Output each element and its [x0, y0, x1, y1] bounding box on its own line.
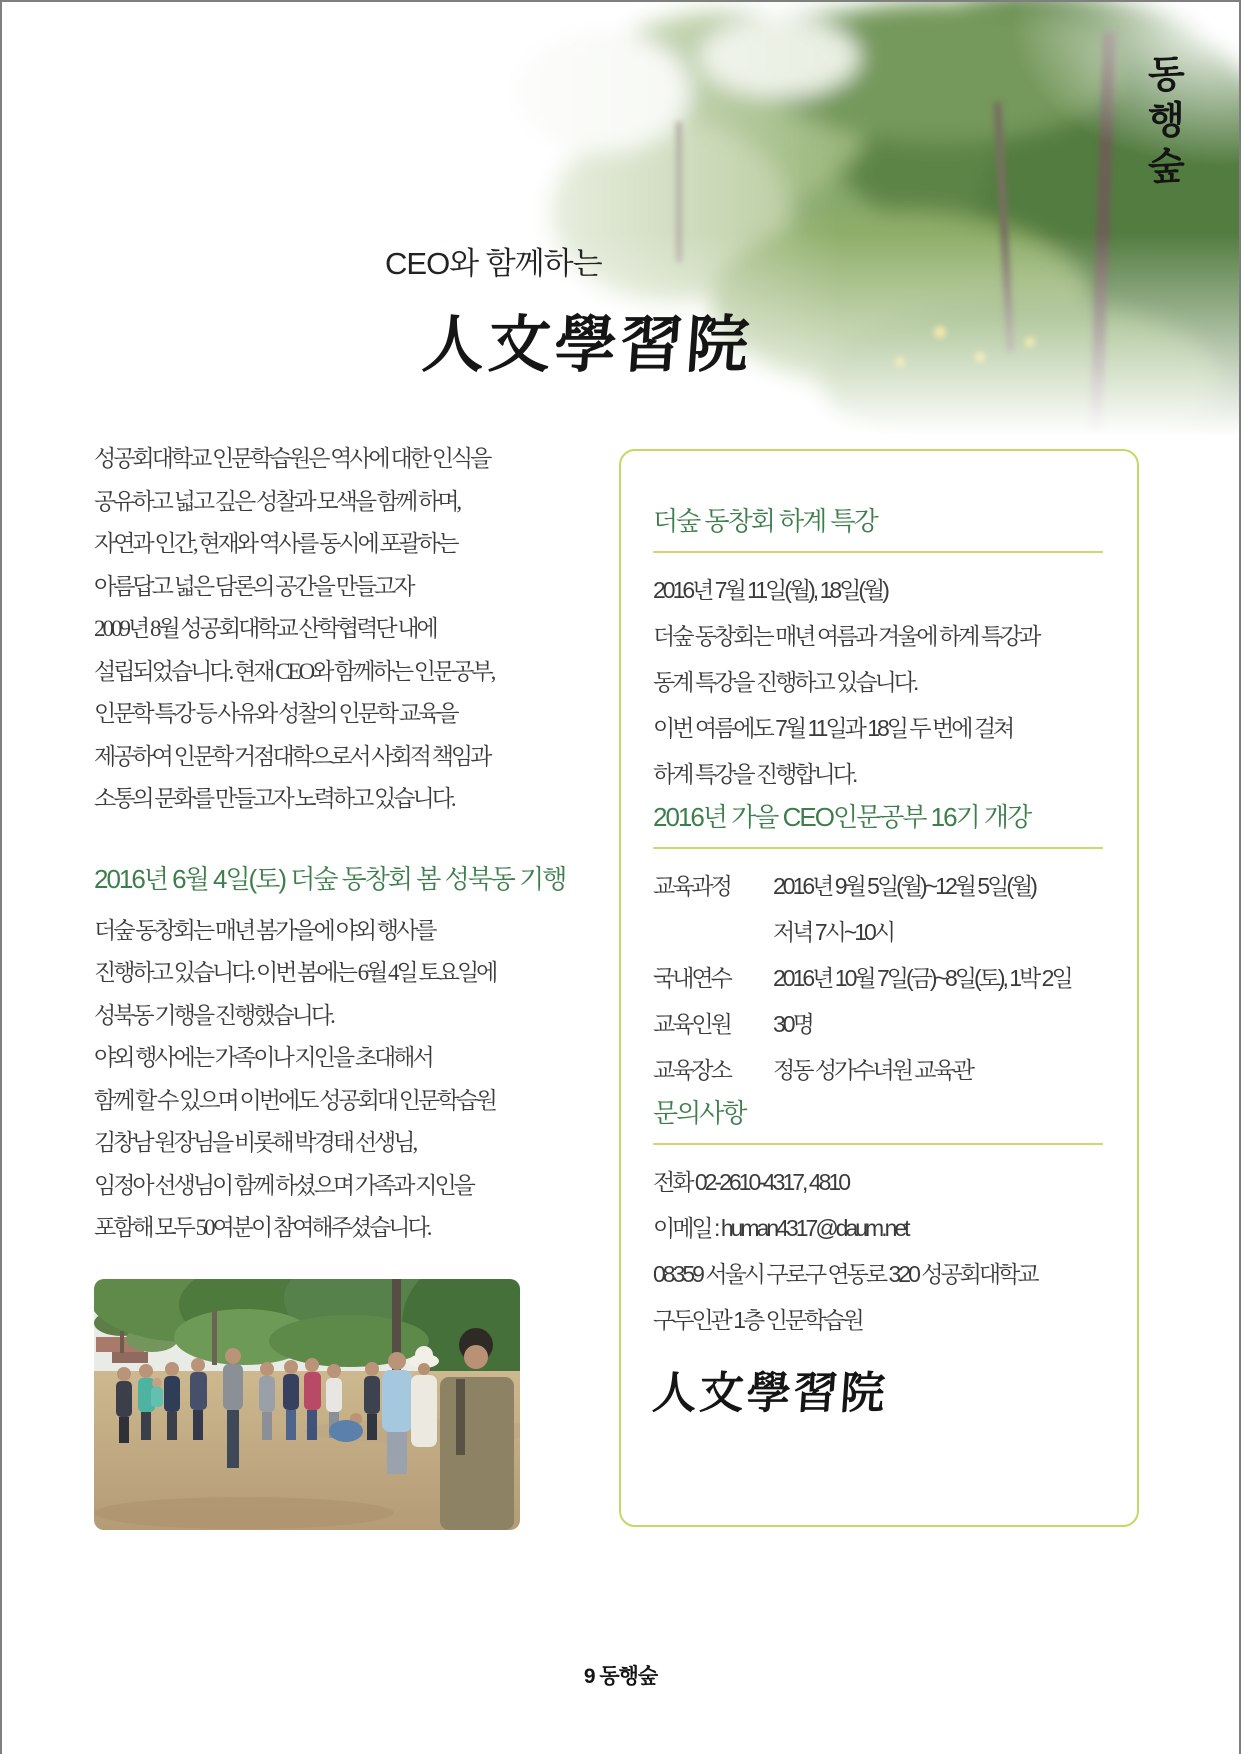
section-summer-special	[653, 501, 1103, 797]
text-line: 함께 할 수 있으며 이번에도 성공회대 인문학습원	[94, 1087, 495, 1113]
event-paragraph	[94, 910, 564, 1250]
page-footer: 9 동행숲	[583, 1665, 658, 1688]
text-line: 임정아 선생님이 함께 하셨으며 가족과 지인을	[94, 1172, 473, 1198]
text-line: 자연과 인간, 현재와 역사를 동시에 포괄하는	[94, 531, 457, 556]
detail-row	[653, 863, 1103, 909]
detail-label	[653, 909, 773, 955]
section-contact	[650, 1093, 1103, 1421]
text-line: 김창남 원장님을 비롯해 박경태 선생님,	[94, 1130, 416, 1155]
intro-paragraph	[94, 438, 564, 821]
text-line: 하계 특강을 진행합니다.	[653, 761, 856, 787]
text-line: 이번 여름에도 7월 11일과 18일 두 번에 걸쳐	[653, 715, 1013, 741]
page-subtitle: CEO와 함께하는	[385, 246, 602, 281]
text-line: 포함해 모두 50여분이 참여해주셨습니다.	[94, 1215, 430, 1240]
section-heading: 더숲 동창회 하계 특강	[653, 501, 1103, 553]
text-line: 야외 행사에는 가족이나 지인을 초대해서	[94, 1045, 432, 1070]
detail-value: 정동 성가수녀원 교육관	[773, 1057, 972, 1083]
text-line: 성공회대학교 인문학습원은 역사에 대한 인식을	[94, 446, 490, 471]
info-box	[619, 449, 1139, 1527]
text-line: 2009년 8월 성공회대학교 산학협력단 내에	[94, 616, 436, 641]
text-line: 소통의 문화를 만들고자 노력하고 있습니다.	[94, 786, 454, 811]
contact-details	[653, 1159, 1103, 1343]
text-line: 설립되었습니다. 현재 CEO와 함께하는 인문공부,	[94, 658, 494, 684]
event-photo	[94, 1279, 520, 1530]
section-heading: 문의사항	[653, 1093, 1103, 1145]
corner-calligraphy: 동행숲	[1141, 53, 1186, 193]
text-line: 제공하여 인문학 거점대학으로서 사회적 책임과	[94, 743, 490, 769]
section-body	[653, 567, 1103, 797]
detail-value: 30명	[773, 1011, 812, 1037]
section-heading: 2016년 가을 CEO인문공부 16기 개강	[653, 797, 1103, 849]
title-block	[385, 238, 756, 384]
detail-row	[653, 909, 1103, 955]
text-line: 구두인관 1층 인문학습원	[653, 1307, 862, 1333]
detail-row	[653, 1047, 1103, 1093]
detail-row	[653, 955, 1103, 1001]
section-fall-course	[653, 797, 1103, 1093]
text-line: 동계 특강을 진행하고 있습니다.	[653, 669, 917, 695]
left-column	[94, 438, 564, 1250]
event-heading: 2016년 6월 4일(토) 더숲 동창회 봄 성북동 기행	[94, 863, 566, 894]
detail-value: 2016년 10월 7일(금)~8일(토), 1박 2일	[773, 965, 1071, 991]
calligraphy-title: 人文學習院	[420, 308, 756, 381]
text-line: 08359 서울시 구로구 연동로 320 성공회대학교	[653, 1261, 1037, 1287]
text-line: 이메일 : human4317@daum.net	[653, 1215, 908, 1241]
detail-value: 2016년 9월 5일(월)~12월 5일(월)	[773, 873, 1035, 899]
course-details	[653, 863, 1103, 1093]
detail-row	[653, 1001, 1103, 1047]
text-line: 진행하고 있습니다. 이번 봄에는 6월 4일 토요일에	[94, 960, 496, 985]
detail-label: 교육장소	[653, 1057, 730, 1083]
detail-value: 저녁 7시~10시	[773, 919, 894, 945]
header-forest-photo	[420, 2, 1241, 472]
text-line: 아름답고 넓은 담론의 공간을 만들고자	[94, 573, 413, 599]
detail-label: 교육인원	[653, 1011, 730, 1037]
text-line: 공유하고 넓고 깊은 성찰과 모색을 함께 하며,	[94, 488, 460, 514]
text-line: 더숲 동창회는 매년 봄가을에 야외 행사를	[94, 917, 435, 943]
text-line: 성북동 기행을 진행했습니다.	[94, 1002, 333, 1028]
detail-label: 교육과정	[653, 873, 730, 899]
text-line: 인문학 특강 등 사유와 성찰의 인문학 교육을	[94, 701, 457, 726]
text-line: 더숲 동창회는 매년 여름과 겨울에 하계 특강과	[653, 623, 1039, 649]
text-line: 2016년 7월 11일(월), 18일(월)	[653, 577, 887, 603]
institute-logo-calligraphy: 人文學習院	[650, 1368, 890, 1419]
detail-label: 국내연수	[653, 965, 730, 991]
text-line: 전화 02-2610-4317, 4810	[653, 1169, 849, 1195]
